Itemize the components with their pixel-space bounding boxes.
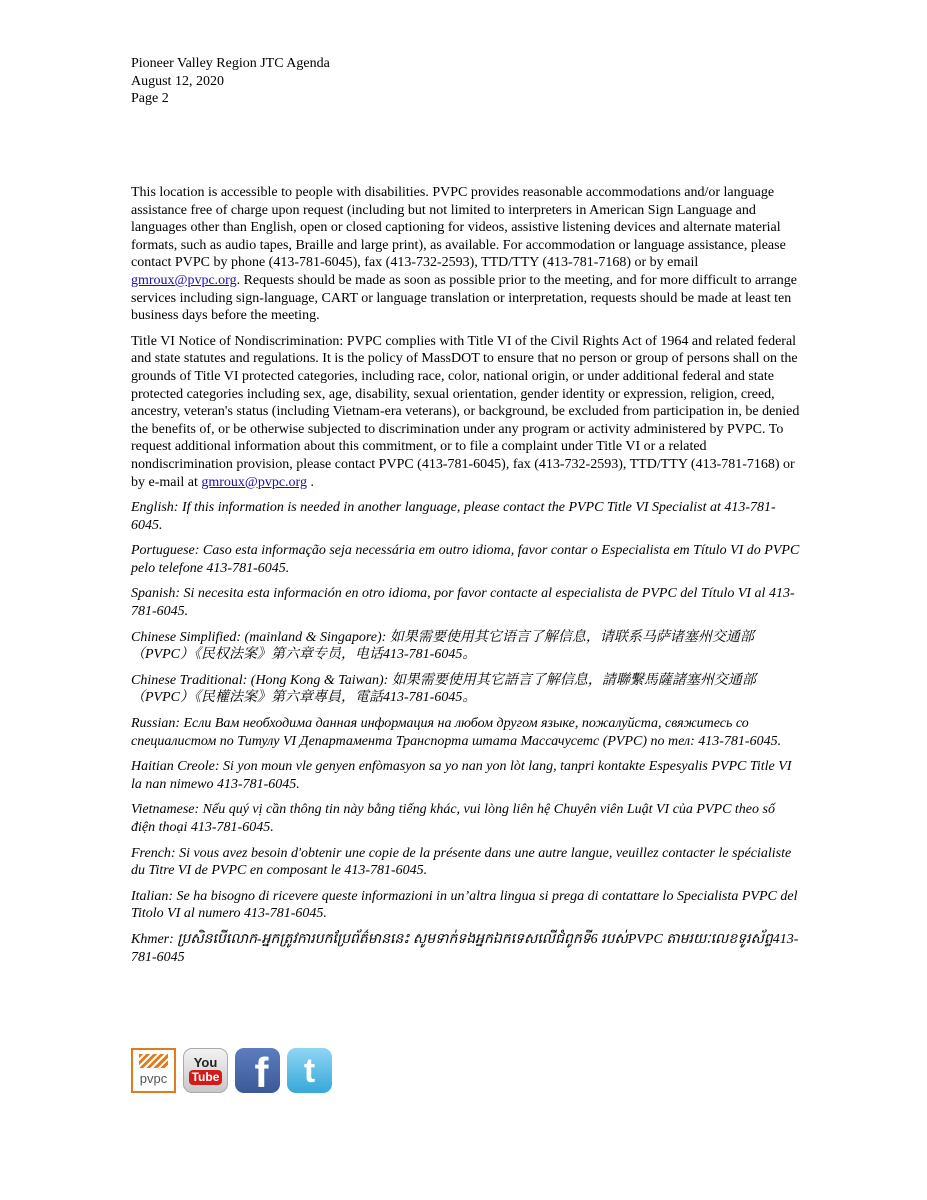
language-chinese-traditional: Chinese Traditional: (Hong Kong & Taiwan): 如果需要使用其它語言了解信息，請聯繫馬薩諸塞州交通部 （PVPC）《民權法案》第六章專員，電話413-781-6045。 <box>131 672 756 706</box>
language-portuguese: Portuguese: Caso esta informação seja necessária em outro idioma, favor contar o Especialista em Título VI do PVPC pelo telefone 413-781-6045. <box>131 543 800 576</box>
language-french: French: Si vous avez besoin d'obtenir une copie de la présente dans une autre langue, veuillez contacter le spécialiste du Titre VI de PVPC en composant le 413-781-6045. <box>131 845 792 879</box>
page-number: Page 2 <box>131 91 169 106</box>
language-chinese-simplified: Chinese Simplified: (mainland & Singapore): 如果需要使用其它语言了解信息，请联系马萨诸塞州交通部 （PVPC）《民权法案》第六章专员，电话413-781-6045。 <box>131 629 754 663</box>
page-body <box>131 184 801 974</box>
youtube-you-text: You <box>193 1055 218 1070</box>
pvpc-stripes <box>139 1054 168 1068</box>
accessibility-paragraph <box>131 184 801 325</box>
youtube-icon[interactable] <box>183 1048 228 1093</box>
agenda-title: Pioneer Valley Region JTC Agenda <box>131 56 330 71</box>
language-khmer: Khmer: ប្រសិនបើលោក-អ្នកត្រូវការបកប្រែព័ត៌មាននេះ សូមទាក់ទងអ្នកឯកទេសលើជំពូកទី6 របស់PVPC តាមរយៈលេខទូរស័ព្ទ413-781-6045 <box>131 931 799 965</box>
language-russian: Russian: Если Вам необходима данная информация на любом другом языке, пожалуйста, свяжитесь со специалистом по Титулу VI Департамента Транспорта штата Массачусетс (PVPC) по тел: 413-781-6045. <box>131 716 782 749</box>
language-italian: Italian: Se ha bisogno di ricevere queste informazioni in un’altra lingua si prega di contattare lo Specialista PVPC del Titolo VI al numero 413-781-6045. <box>131 888 798 922</box>
title-vi-email-link[interactable]: gmroux@pvpc.org <box>201 474 307 490</box>
page-header <box>131 55 330 108</box>
title-vi-paragraph <box>131 333 801 491</box>
language-english: English: If this information is needed in another language, please contact the PVPC Title VI Specialist at 413-781-6045. <box>131 500 776 533</box>
agenda-date: August 12, 2020 <box>131 73 224 89</box>
pvpc-logo-text: pvpc <box>139 1071 168 1086</box>
facebook-icon[interactable] <box>235 1048 280 1093</box>
accessibility-text-start: This location is accessible to people with disabilities. PVPC provides reasonable accommodations and/or language assistance free of charge upon request (including but not limited to interpreters in American Sign Language and languages other than English, open or closed captioning for videos, assistive listening devices and alternate material formats, such as audio tapes, Braille and large print), as available. For accommodation or language assistance, please contact PVPC by phone (413-781-6045), fax (413-732-2593), TTD/TTY (413-781-7168) or by email <box>131 185 786 271</box>
title-vi-text-start: Title VI Notice of Nondiscrimination: PVPC complies with Title VI of the Civil Rights Act of 1964 and related federal and state statutes and regulations. It is the policy of MassDOT to ensure that no person or group of persons shall on the grounds of Title VI protected categories, including race, color, national origin, or under additional federal and state protected categories including sex, age, disability, sexual orientation, gender identity or expression, religion, creed, ancestry, veteran's status (including Vietnam-era veterans), or background, be excluded from participation in, be denied the benefits of, or be otherwise subjected to discrimination under any program or activity administered by PVPC. To request additional information about this commitment, or to file a complaint under Title VI or a related nondiscrimination provision, please contact PVPC (413-781-6045), fax (413-732-2593), TTD/TTY (413-781-7168) or by e-mail at <box>131 333 800 490</box>
twitter-icon[interactable] <box>287 1048 332 1093</box>
pvpc-logo-icon[interactable] <box>131 1048 176 1093</box>
language-vietnamese: Vietnamese: Nếu quý vị cần thông tin này bằng tiếng khác, vui lòng liên hệ Chuyên viên Luật VI của PVPC theo số điện thoại 413-781-6045. <box>131 802 775 835</box>
accessibility-email-link[interactable]: gmroux@pvpc.org <box>131 272 237 288</box>
facebook-glyph: f <box>254 1049 269 1093</box>
social-icons <box>131 1048 332 1093</box>
youtube-tube-text: Tube <box>189 1070 223 1085</box>
language-haitian-creole: Haitian Creole: Si yon moun vle genyen enfòmasyon sa yo nan yon lòt lang, tanpri kontakte Espesyalis PVPC Title VI la nan nimewo 413-781-6045. <box>131 759 792 792</box>
twitter-glyph: t <box>303 1051 316 1090</box>
accessibility-text-end: . Requests should be made as soon as possible prior to the meeting, and for more difficult to arrange services including sign-language, CART or language translation or interpretation, requests should be made at least ten business days before the meeting. <box>131 272 797 324</box>
language-spanish: Spanish: Si necesita esta información en otro idioma, por favor contacte al especialista de PVPC del Título VI al 413-781-6045. <box>131 586 795 620</box>
title-vi-text-end: . <box>306 474 314 490</box>
